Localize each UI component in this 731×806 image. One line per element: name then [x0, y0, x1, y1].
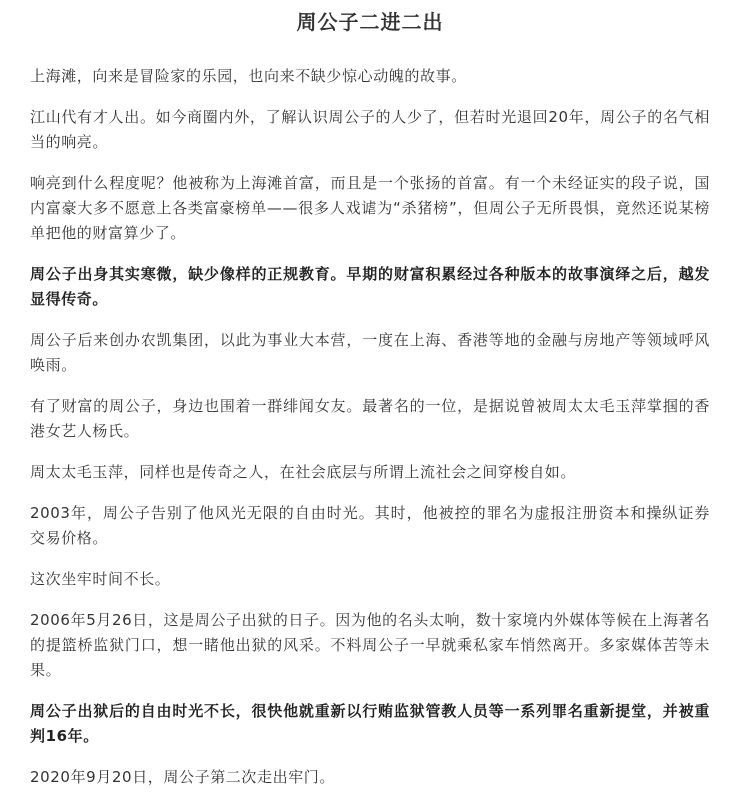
paragraph: 这次坐牢时间不长。 [30, 570, 171, 588]
paragraph: 周太太毛玉萍，同样也是传奇之人，在社会底层与所谓上流社会之间穿梭自如。 [30, 463, 577, 481]
paragraph: 周公子出狱后的自由时光不长，很快他就重新以行贿监狱管教人员等一系列罪名重新提堂，并被重判16年。 [30, 702, 710, 745]
article [30, 0, 710, 806]
paragraph: 周公子后来创办农凯集团，以此为事业大本营，一度在上海、香港等地的金融与房地产等领域呼风唤雨。 [30, 331, 710, 374]
paragraph: 周公子出身其实寒微，缺少像样的正规教育。早期的财富积累经过各种版本的故事演绎之后，越发显得传奇。 [30, 265, 710, 308]
article-title: 周公子二进二出 [296, 10, 444, 34]
paragraph: 江山代有才人出。如今商圈内外，了解认识周公子的人少了，但若时光退回20年，周公子的名气相当的响亮。 [30, 108, 710, 151]
paragraph: 有了财富的周公子，身边也围着一群绯闻女友。最著名的一位，是据说曾被周太太毛玉萍掌掴的香港女艺人杨氏。 [30, 397, 710, 440]
article-body [30, 64, 710, 790]
paragraph: 响亮到什么程度呢？他被称为上海滩首富，而且是一个张扬的首富。有一个未经证实的段子说，国内富豪大多不愿意上各类富豪榜单——很多人戏谑为“杀猪榜”，但周公子无所畏惧，竟然还说某榜单把他的财富算少了。 [30, 174, 710, 242]
paragraph: 上海滩，向来是冒险家的乐园，也向来不缺少惊心动魄的故事。 [30, 67, 467, 85]
paragraph: 2003年，周公子告别了他风光无限的自由时光。其时，他被控的罪名为虚报注册资本和操纵证券交易价格。 [30, 504, 710, 547]
paragraph: 2020年9月20日，周公子第二次走出牢门。 [30, 768, 336, 786]
paragraph: 2006年5月26日，这是周公子出狱的日子。因为他的名头太响，数十家境内外媒体等候在上海著名的提篮桥监狱门口，想一睹他出狱的风采。不料周公子一早就乘私家车悄然离开。多家媒体苦等未果。 [30, 611, 710, 679]
